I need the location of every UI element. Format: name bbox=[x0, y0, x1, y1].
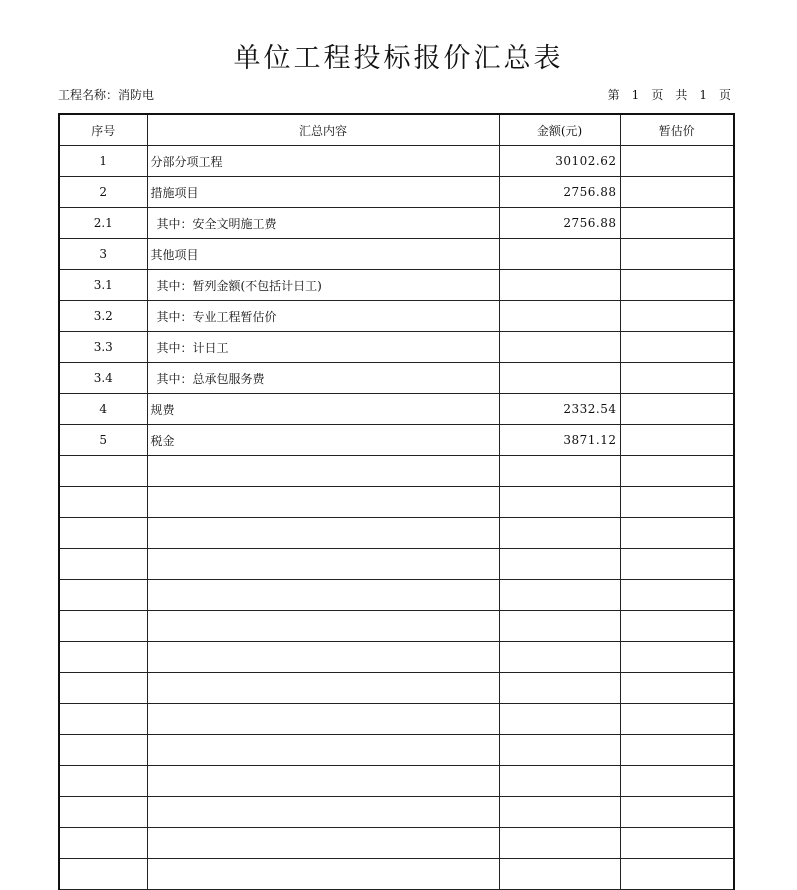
row-content: 其中：暂列金额(不包括计日工) bbox=[147, 270, 499, 301]
row-estimate bbox=[620, 146, 734, 177]
table-row-blank bbox=[59, 673, 734, 704]
blank-cell bbox=[499, 580, 620, 611]
row-amount bbox=[499, 301, 620, 332]
row-estimate bbox=[620, 425, 734, 456]
blank-cell bbox=[499, 797, 620, 828]
table-row-blank bbox=[59, 580, 734, 611]
row-amount: 3871.12 bbox=[499, 425, 620, 456]
table-row-blank bbox=[59, 456, 734, 487]
blank-cell bbox=[59, 549, 147, 580]
header-amount: 金额(元) bbox=[499, 114, 620, 146]
row-estimate bbox=[620, 301, 734, 332]
blank-cell bbox=[620, 735, 734, 766]
table-header-row bbox=[59, 114, 734, 146]
row-index: 3 bbox=[59, 239, 147, 270]
page-prefix: 第 bbox=[607, 88, 620, 102]
row-content: 分部分项工程 bbox=[147, 146, 499, 177]
page-word: 页 bbox=[651, 88, 664, 102]
blank-cell bbox=[59, 487, 147, 518]
header-estimate: 暂估价 bbox=[620, 114, 734, 146]
row-estimate bbox=[620, 394, 734, 425]
table-row bbox=[59, 239, 734, 270]
summary-table bbox=[58, 113, 735, 890]
blank-cell bbox=[620, 797, 734, 828]
row-index: 3.2 bbox=[59, 301, 147, 332]
blank-cell bbox=[147, 580, 499, 611]
blank-cell bbox=[147, 456, 499, 487]
blank-cell bbox=[147, 735, 499, 766]
row-amount bbox=[499, 270, 620, 301]
table-row bbox=[59, 177, 734, 208]
table-row-blank bbox=[59, 549, 734, 580]
table-row-blank bbox=[59, 611, 734, 642]
blank-cell bbox=[620, 642, 734, 673]
blank-cell bbox=[620, 673, 734, 704]
blank-cell bbox=[499, 735, 620, 766]
table-row bbox=[59, 301, 734, 332]
header-content: 汇总内容 bbox=[147, 114, 499, 146]
blank-cell bbox=[620, 828, 734, 859]
table-row-blank bbox=[59, 642, 734, 673]
row-estimate bbox=[620, 363, 734, 394]
blank-cell bbox=[499, 518, 620, 549]
blank-cell bbox=[59, 766, 147, 797]
row-amount: 30102.62 bbox=[499, 146, 620, 177]
table-row-blank bbox=[59, 797, 734, 828]
page-suffix: 页 bbox=[718, 88, 731, 102]
row-estimate bbox=[620, 208, 734, 239]
page-total-word: 共 bbox=[675, 88, 688, 102]
blank-cell bbox=[147, 704, 499, 735]
blank-cell bbox=[59, 456, 147, 487]
blank-cell bbox=[147, 828, 499, 859]
table-row bbox=[59, 208, 734, 239]
blank-cell bbox=[147, 642, 499, 673]
table-row-blank bbox=[59, 859, 734, 890]
table-body bbox=[59, 146, 734, 890]
row-content: 规费 bbox=[147, 394, 499, 425]
table-row-blank bbox=[59, 735, 734, 766]
row-amount bbox=[499, 363, 620, 394]
project-name-line bbox=[58, 86, 154, 103]
table-row-blank bbox=[59, 828, 734, 859]
row-index: 1 bbox=[59, 146, 147, 177]
table-row bbox=[59, 146, 734, 177]
blank-cell bbox=[499, 549, 620, 580]
header-index: 序号 bbox=[59, 114, 147, 146]
row-content: 其他项目 bbox=[147, 239, 499, 270]
row-amount bbox=[499, 239, 620, 270]
blank-cell bbox=[620, 456, 734, 487]
table-row bbox=[59, 425, 734, 456]
row-estimate bbox=[620, 177, 734, 208]
blank-cell bbox=[147, 766, 499, 797]
blank-cell bbox=[499, 456, 620, 487]
blank-cell bbox=[59, 611, 147, 642]
page-title: 单位工程投标报价汇总表 bbox=[233, 43, 564, 74]
blank-cell bbox=[499, 704, 620, 735]
row-amount: 2332.54 bbox=[499, 394, 620, 425]
row-content: 其中：计日工 bbox=[147, 332, 499, 363]
row-content: 其中：总承包服务费 bbox=[147, 363, 499, 394]
blank-cell bbox=[147, 549, 499, 580]
blank-cell bbox=[620, 580, 734, 611]
table-row-blank bbox=[59, 487, 734, 518]
blank-cell bbox=[499, 487, 620, 518]
blank-cell bbox=[59, 859, 147, 890]
blank-cell bbox=[59, 828, 147, 859]
row-index: 3.3 bbox=[59, 332, 147, 363]
blank-cell bbox=[620, 518, 734, 549]
blank-cell bbox=[59, 704, 147, 735]
blank-cell bbox=[499, 766, 620, 797]
table-row bbox=[59, 394, 734, 425]
page-total: 1 bbox=[699, 88, 707, 102]
row-index: 3.1 bbox=[59, 270, 147, 301]
blank-cell bbox=[499, 673, 620, 704]
table-row-blank bbox=[59, 766, 734, 797]
blank-cell bbox=[147, 673, 499, 704]
project-name-value: 消防电 bbox=[118, 88, 155, 102]
blank-cell bbox=[620, 704, 734, 735]
row-index: 4 bbox=[59, 394, 147, 425]
row-estimate bbox=[620, 332, 734, 363]
blank-cell bbox=[59, 735, 147, 766]
row-content: 措施项目 bbox=[147, 177, 499, 208]
row-index: 5 bbox=[59, 425, 147, 456]
blank-cell bbox=[147, 797, 499, 828]
row-content: 其中：安全文明施工费 bbox=[147, 208, 499, 239]
blank-cell bbox=[620, 611, 734, 642]
row-amount bbox=[499, 332, 620, 363]
row-content: 其中：专业工程暂估价 bbox=[147, 301, 499, 332]
row-amount: 2756.88 bbox=[499, 208, 620, 239]
blank-cell bbox=[620, 859, 734, 890]
table-row bbox=[59, 332, 734, 363]
blank-cell bbox=[620, 487, 734, 518]
blank-cell bbox=[499, 859, 620, 890]
row-index: 2 bbox=[59, 177, 147, 208]
blank-cell bbox=[59, 797, 147, 828]
page-current: 1 bbox=[631, 88, 640, 102]
blank-cell bbox=[499, 828, 620, 859]
blank-cell bbox=[147, 859, 499, 890]
blank-cell bbox=[59, 642, 147, 673]
table-row-blank bbox=[59, 518, 734, 549]
row-amount: 2756.88 bbox=[499, 177, 620, 208]
table-row bbox=[59, 270, 734, 301]
table-row-blank bbox=[59, 704, 734, 735]
blank-cell bbox=[59, 580, 147, 611]
blank-cell bbox=[620, 766, 734, 797]
page-number-line bbox=[608, 86, 731, 103]
row-index: 3.4 bbox=[59, 363, 147, 394]
blank-cell bbox=[147, 611, 499, 642]
row-estimate bbox=[620, 239, 734, 270]
blank-cell bbox=[59, 518, 147, 549]
row-estimate bbox=[620, 270, 734, 301]
blank-cell bbox=[499, 642, 620, 673]
row-index: 2.1 bbox=[59, 208, 147, 239]
blank-cell bbox=[499, 611, 620, 642]
blank-cell bbox=[147, 518, 499, 549]
project-name-label: 工程名称： bbox=[58, 88, 119, 102]
blank-cell bbox=[147, 487, 499, 518]
row-content: 税金 bbox=[147, 425, 499, 456]
table-row bbox=[59, 363, 734, 394]
blank-cell bbox=[620, 549, 734, 580]
blank-cell bbox=[59, 673, 147, 704]
